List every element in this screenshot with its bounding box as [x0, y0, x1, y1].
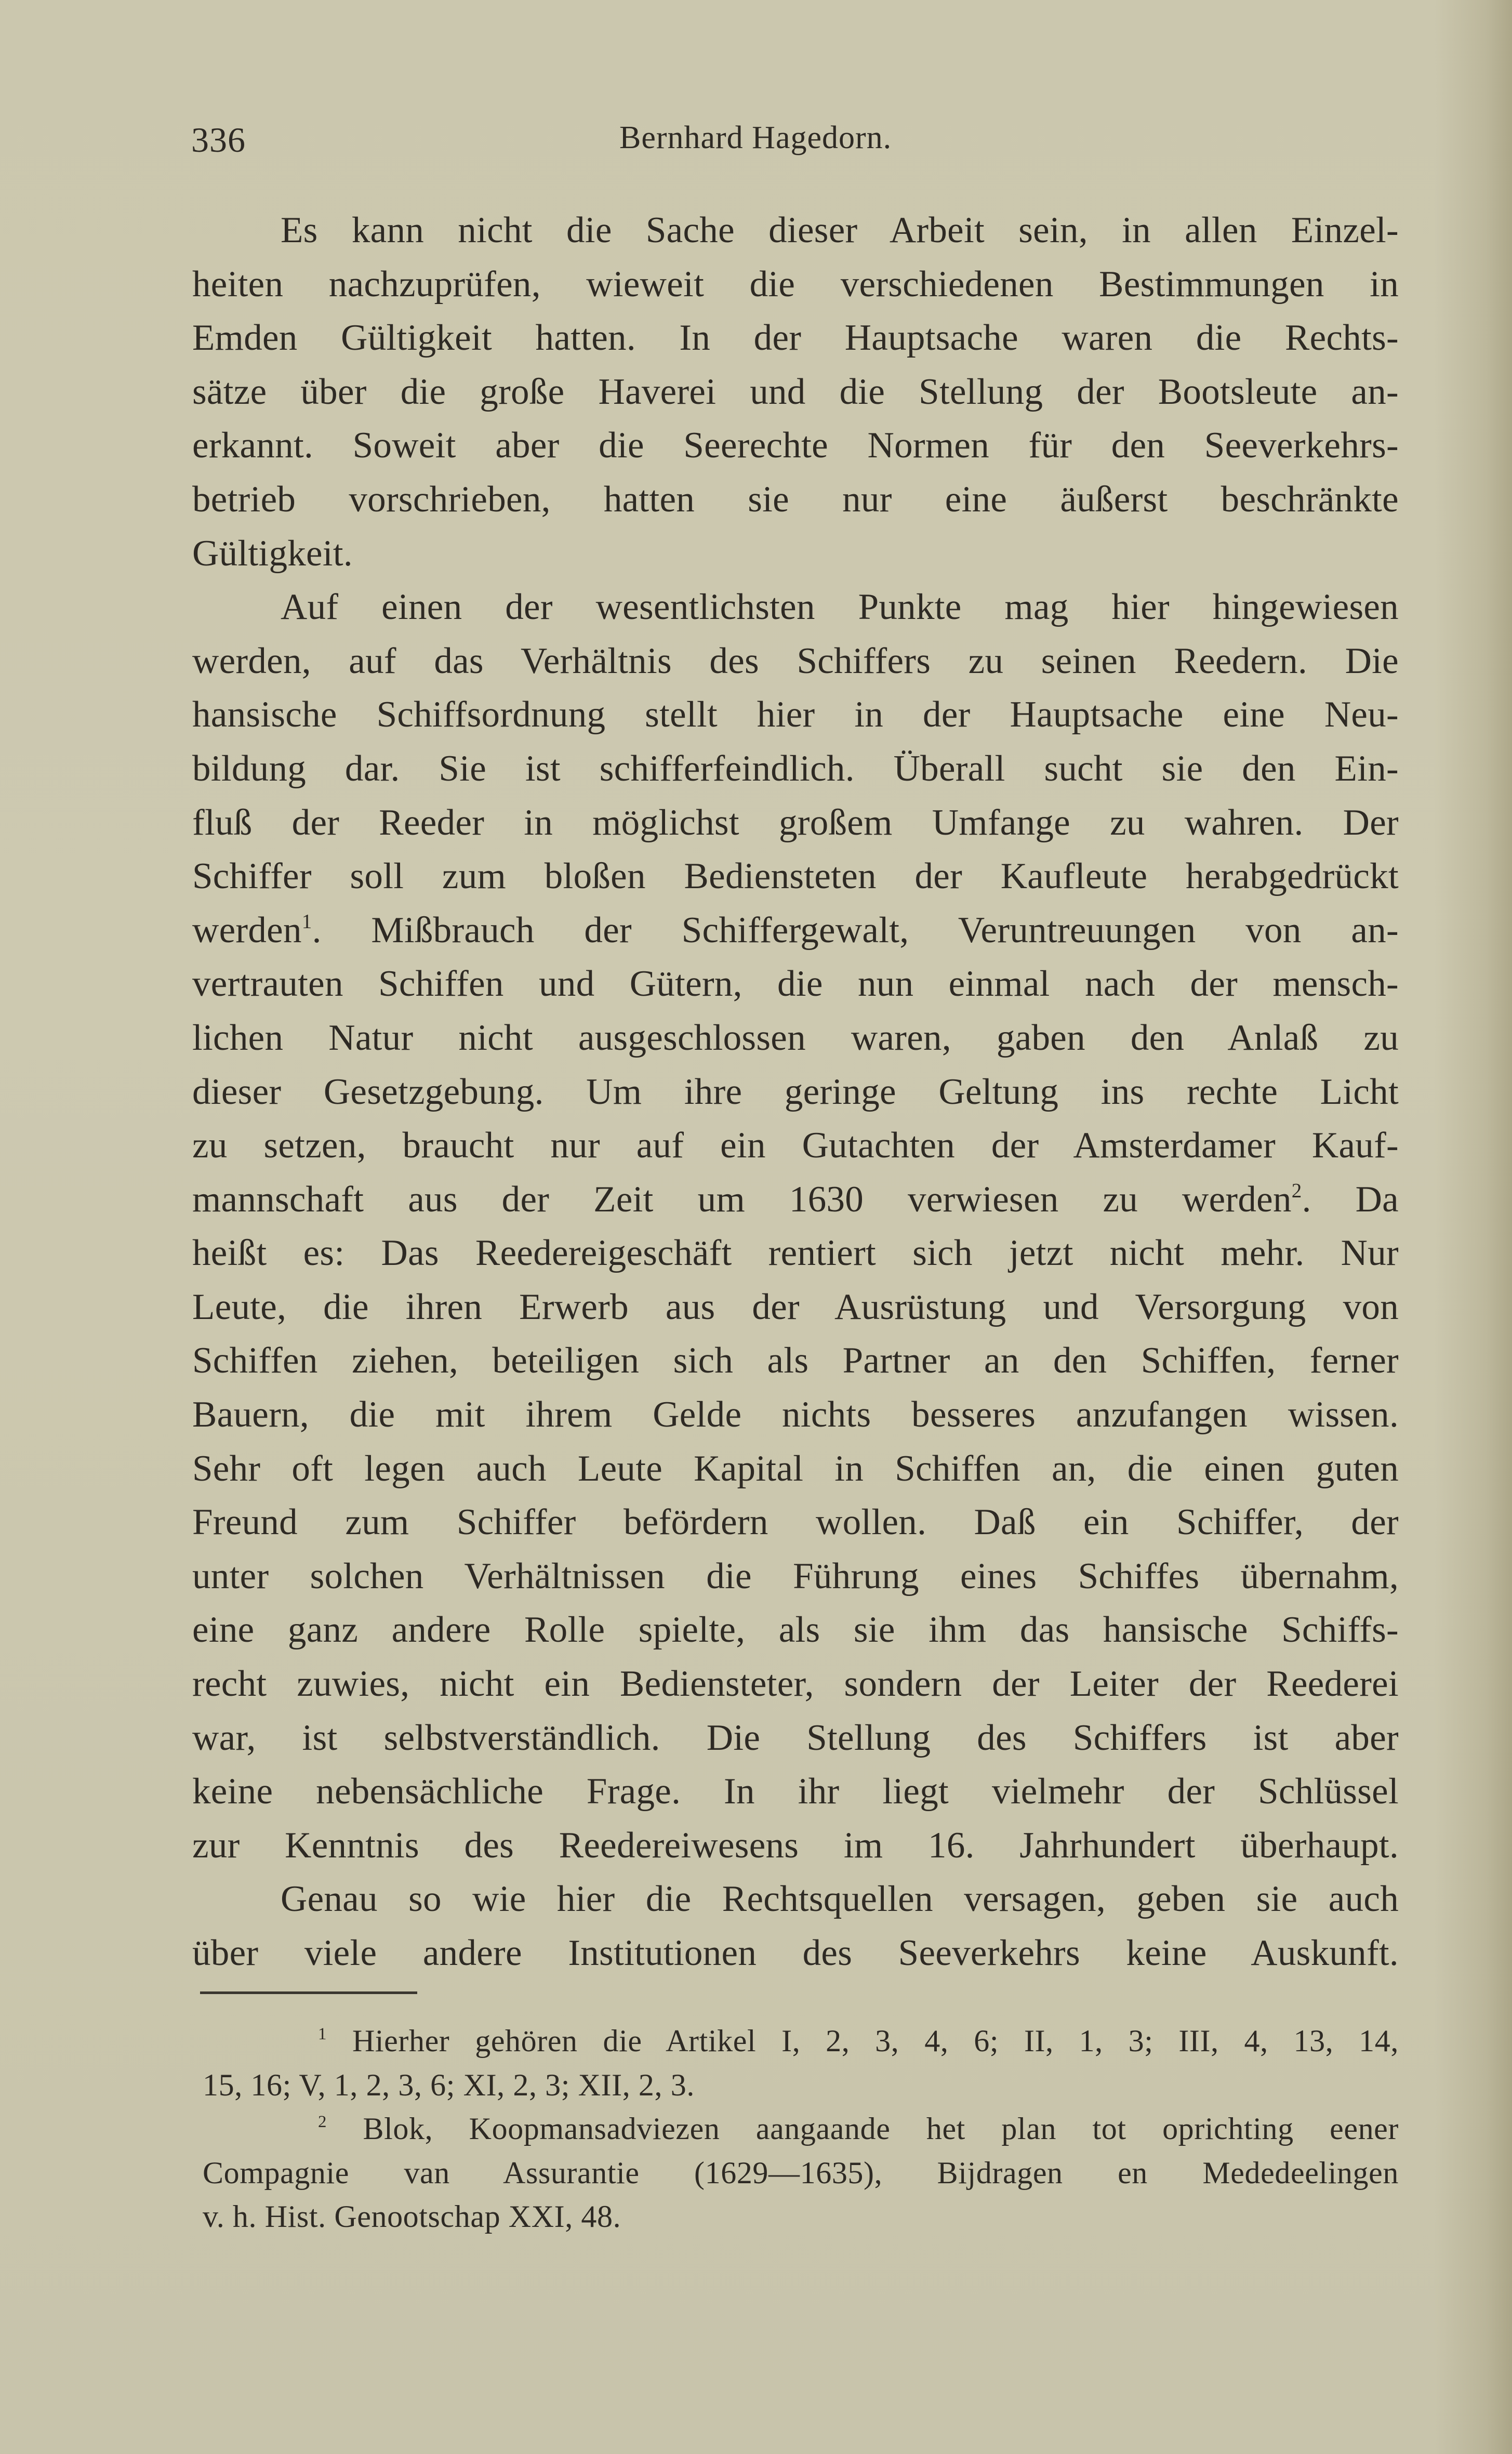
text-line: heißt es: Das Reedereigeschäft rentiert sich jetzt nicht mehr. Nur	[192, 1233, 1399, 1274]
footnote-2-continuation: Compagnie van Assurantie (1629—1635), Bijdragen en Mededeelingen	[203, 2155, 1399, 2190]
text-line: Schiffen ziehen, beteiligen sich als Partner an den Schiffen, ferner	[192, 1340, 1399, 1381]
footnote-1-continuation: 15, 16; V, 1, 2, 3, 6; XI, 2, 3; XII, 2, 3.	[203, 2067, 695, 2102]
footnote-marker: 2	[318, 2112, 327, 2131]
text-line: hansische Schiffsordnung stellt hier in der Hauptsache eine Neu-	[192, 694, 1399, 735]
text-line: Bauern, die mit ihrem Gelde nichts besseres anzufangen wissen.	[192, 1394, 1399, 1435]
footnotes	[203, 2019, 1399, 2239]
text-line: lichen Natur nicht ausgeschlossen waren, gaben den Anlaß zu	[192, 1017, 1399, 1058]
text-fragment: . Mißbrauch der Schiffergewalt, Veruntreuungen von an-	[312, 909, 1399, 951]
text-line: Gültigkeit.	[192, 533, 353, 574]
footnote-2	[203, 2107, 1399, 2151]
text-line: heiten nachzuprüfen, wieweit die verschiedenen Bestimmungen in	[192, 263, 1399, 305]
text-line-with-footnote-ref	[192, 1173, 1399, 1227]
text-line: Emden Gültigkeit hatten. In der Hauptsache waren die Rechts-	[192, 318, 1399, 359]
text-line: war, ist selbstverständlich. Die Stellung des Schiffers ist aber	[192, 1717, 1399, 1758]
text-line: Sehr oft legen auch Leute Kapital in Schiffen an, die einen guten	[192, 1448, 1399, 1489]
text-line: werden, auf das Verhältnis des Schiffers zu seinen Reedern. Die	[192, 640, 1399, 681]
text-line: Genau so wie hier die Rechtsquellen versagen, geben sie auch	[281, 1879, 1399, 1920]
footnote-divider	[200, 1991, 417, 1994]
text-line: keine nebensächliche Frage. In ihr liegt vielmehr der Schlüssel	[192, 1771, 1399, 1812]
text-line: zu setzen, braucht nur auf ein Gutachten der Amsterdamer Kauf-	[192, 1125, 1399, 1166]
text-fragment: werden	[192, 909, 302, 951]
footnote-marker: 1	[318, 2024, 327, 2043]
footnote-ref-2[interactable]: 2	[1291, 1179, 1302, 1202]
text-line-with-footnote-ref	[192, 904, 1399, 958]
page-number: 336	[191, 120, 246, 160]
text-line: zur Kenntnis des Reedereiwesens im 16. Jahrhundert überhaupt.	[192, 1825, 1399, 1866]
text-line: recht zuwies, nicht ein Bediensteter, sondern der Leiter der Reederei	[192, 1664, 1399, 1705]
running-head-title: Bernhard Hagedorn.	[619, 120, 892, 155]
running-head	[191, 115, 1398, 162]
text-line: dieser Gesetzgebung. Um ihre geringe Geltung ins rechte Licht	[192, 1071, 1399, 1112]
text-line: vertrauten Schiffen und Gütern, die nun einmal nach der mensch-	[192, 964, 1399, 1005]
text-fragment: . Da	[1302, 1179, 1399, 1220]
footnote-1	[203, 2019, 1399, 2063]
text-line: betrieb vorschrieben, hatten sie nur eine äußerst beschränkte	[192, 479, 1399, 520]
text-line: eine ganz andere Rolle spielte, als sie ihm das hansische Schiffs-	[192, 1609, 1399, 1651]
text-line: unter solchen Verhältnissen die Führung eines Schiffes übernahm,	[192, 1555, 1399, 1597]
text-line: Schiffer soll zum bloßen Bediensteten der Kaufleute herabgedrückt	[192, 856, 1399, 897]
text-line: über viele andere Institutionen des Seeverkehrs keine Auskunft.	[192, 1933, 1399, 1973]
footnote-text: Hierher gehören die Artikel I, 2, 3, 4, 6; II, 1, 3; III, 4, 13, 14,	[352, 2024, 1399, 2058]
footnote-text: Blok, Koopmansadviezen aangaande het plan tot oprichting eener	[363, 2112, 1399, 2146]
text-line: bildung dar. Sie ist schifferfeindlich. Überall sucht sie den Ein-	[192, 748, 1399, 789]
text-fragment: mannschaft aus der Zeit um 1630 verwiesen zu werden	[192, 1179, 1292, 1220]
text-line: Freund zum Schiffer befördern wollen. Daß ein Schiffer, der	[192, 1502, 1399, 1543]
text-line: sätze über die große Haverei und die Stellung der Bootsleute an-	[192, 371, 1399, 412]
main-text	[192, 204, 1399, 1981]
text-line: Es kann nicht die Sache dieser Arbeit sein, in allen Einzel-	[281, 210, 1399, 250]
text-line: fluß der Reeder in möglichst großem Umfange zu wahren. Der	[192, 802, 1399, 843]
footnote-2-continuation: v. h. Hist. Genootschap XXI, 48.	[203, 2199, 621, 2234]
footnote-ref-1[interactable]: 1	[301, 910, 312, 933]
text-line: erkannt. Soweit aber die Seerechte Normen für den Seeverkehrs-	[192, 425, 1399, 466]
text-line: Auf einen der wesentlichsten Punkte mag hier hingewiesen	[281, 587, 1399, 628]
text-line: Leute, die ihren Erwerb aus der Ausrüstung und Versorgung von	[192, 1286, 1399, 1327]
